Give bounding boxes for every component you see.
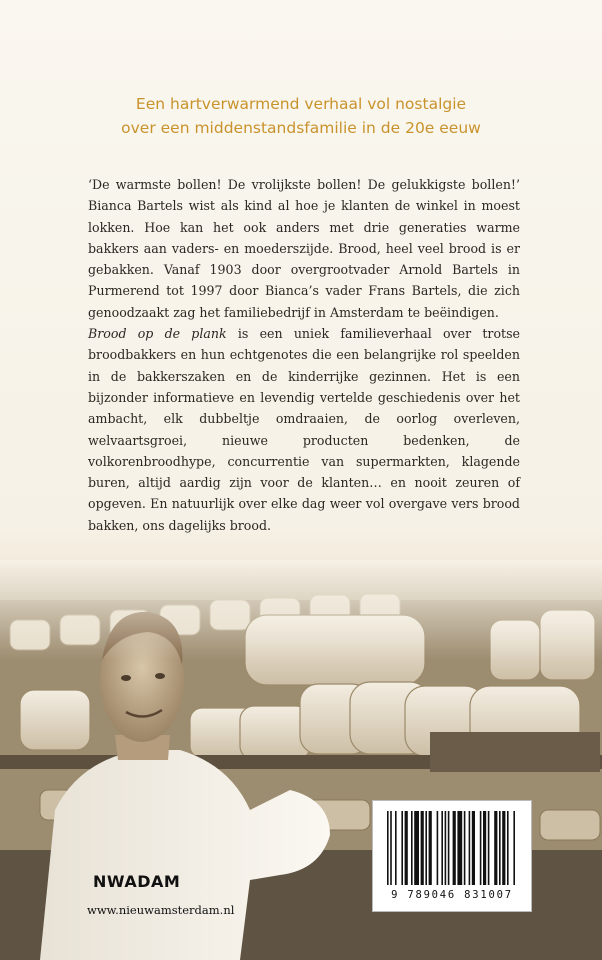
barcode-bar	[425, 811, 427, 885]
barcode-bar	[387, 811, 389, 885]
tagline-line-2: over een middenstandsfamilie in de 20e eeuw	[121, 119, 481, 137]
barcode-bar	[494, 811, 497, 885]
barcode-bar	[401, 811, 403, 885]
barcode-bar	[411, 811, 413, 885]
isbn-digits: 9 789046 831007	[391, 889, 513, 901]
barcode-bar	[414, 811, 419, 885]
isbn-barcode	[372, 800, 532, 912]
barcode-bar	[437, 811, 439, 885]
barcode-bar	[488, 811, 490, 885]
barcode-bar	[507, 811, 509, 885]
barcode-bar	[457, 811, 462, 885]
barcode-bar	[421, 811, 424, 885]
blurb-paragraph-2-text: is een uniek familieverhaal over trotse broodbakkers en hun echtgenotes die een belangrijke rol speelden in de bakkerszaken en de kinderrijke gezinnen. Het is een bijzonder informatieve en levendig vertelde geschiedenis over het ambacht, elk dubbeltje omdraaien, de oorlog overleven, welvaartsgroei, nieuwe producten bedenken, de volkorenbroodhype, concurrentie van supermarkten, klagende buren, altijd aardig zijn voor de klanten… en nooit zeuren of opgeven. En natuurlijk over elke dag weer vol overgave vers brood bakken, ons dagelijks brood.	[88, 326, 520, 533]
barcode-bar	[513, 811, 515, 885]
barcode-bar	[502, 811, 505, 885]
barcode-bar	[445, 811, 447, 885]
barcode-bar	[472, 811, 475, 885]
book-title: Brood op de plank	[88, 326, 227, 342]
tagline	[0, 92, 602, 140]
barcode-bar	[448, 811, 450, 885]
barcode-bar	[480, 811, 482, 885]
blurb-text	[88, 174, 520, 536]
barcode-bar	[464, 811, 466, 885]
barcode-bar	[483, 811, 486, 885]
publisher-logo: NWADAM	[93, 872, 181, 891]
barcode-bar	[429, 811, 432, 885]
publisher-url: www.nieuwamsterdam.nl	[87, 903, 235, 917]
tagline-line-1: Een hartverwarmend verhaal vol nostalgie	[135, 95, 467, 113]
blurb-paragraph-1: ‘De warmste bollen! De vrolijkste bollen! De gelukkigste bollen!’ Bianca Bartels wist als kind al hoe je klanten de winkel in moest lokken. Hoe kan het ook anders met drie generaties warme bakkers aan vaders- en moederszijde. Brood, heel veel brood is er gebakken. Vanaf 1903 door overgrootvader Arnold Bartels in Purmerend tot 1997 door Bianca’s vader Frans Bartels, die zich genoodzaakt zag het familiebedrijf in Amsterdam te beëindigen.	[88, 177, 520, 320]
barcode-bar	[390, 811, 392, 885]
barcode-bar	[453, 811, 456, 885]
barcode-bar	[395, 811, 397, 885]
blurb-paragraph-2	[88, 323, 520, 536]
barcode-bar	[405, 811, 408, 885]
barcode-bar	[441, 811, 443, 885]
barcode-bar	[499, 811, 501, 885]
barcode-bar	[469, 811, 471, 885]
